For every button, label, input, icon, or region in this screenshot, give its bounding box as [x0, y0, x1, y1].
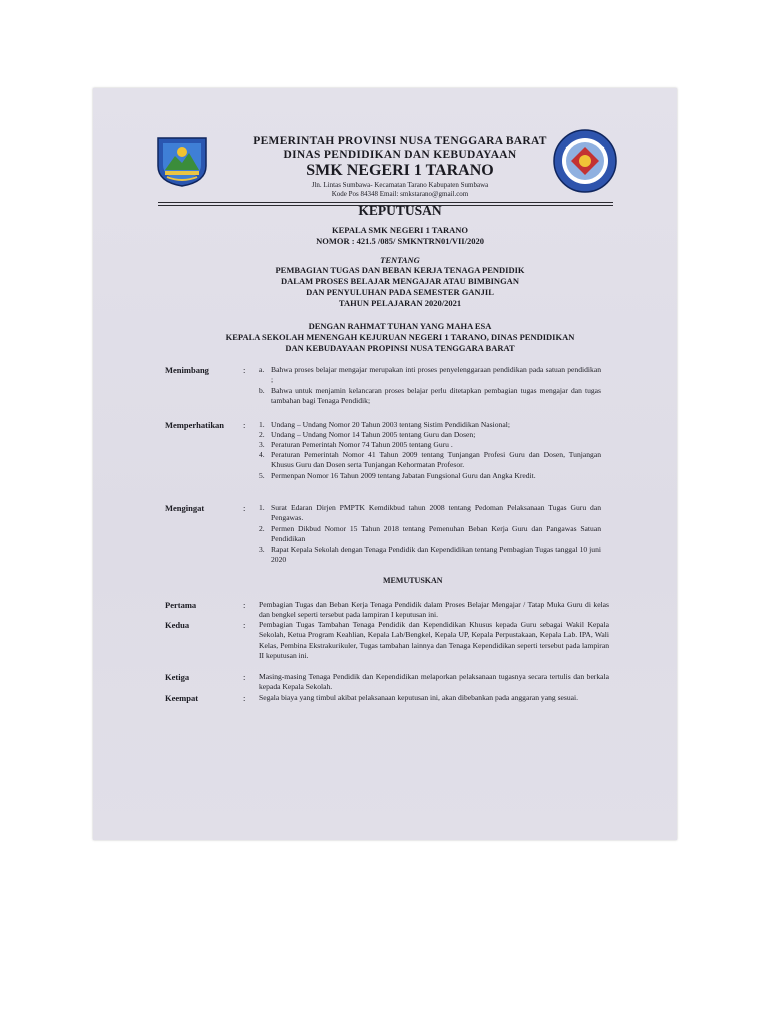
header-school-name: SMK NEGERI 1 TARANO — [306, 162, 494, 179]
item-marker: 3. — [259, 440, 265, 449]
decision-text: Pembagian Tugas Tambahan Tenaga Pendidik dan Kependidikan Khusus kepada Guru sebagai Wakil Kepala Sekolah, Ketua Program Keahlian, Kepala Lab/Bengkel, Kepala UP, Kepala Perpustakaan, Kepala Lab. IPA, Wali Kelas, Pembina Ekstrakurikuler, Tugas tambahan lainnya dan Tenaga Kependidikan seperti tersebut pada lampiran II keputusan ini. — [259, 620, 609, 660]
item-text: Bahwa untuk menjamin kelancaran proses belajar perlu ditetapkan pembagian tugas mengajar dan tugas tambahan bagi Tenaga Pendidik; — [271, 386, 601, 406]
item-text: Undang – Undang Nomor 20 Tahun 2003 tentang Sistim Pendidikan Nasional; — [271, 420, 510, 429]
item-marker: 4. — [259, 450, 265, 459]
item-marker: 1. — [259, 420, 265, 429]
item-marker: 2. — [259, 430, 265, 439]
item-text: Permen Dikbud Nomor 15 Tahun 2018 tentang Pemenuhan Beban Kerja Guru dan Pangawas Satuan Pendidikan — [271, 524, 601, 544]
header-department: DINAS PENDIDIKAN DAN KEBUDAYAAN — [283, 149, 517, 161]
decision-text: Masing-masing Tenaga Pendidik dan Kependidikan melaporkan pelaksanaan tugasnya secara tertulis dan berkala kepada Kepala Sekolah. — [259, 672, 609, 692]
item-text: Bahwa proses belajar mengajar merupakan inti proses penyelenggaraan pendidikan pada satuan pendidikan ; — [271, 365, 601, 385]
document-title: KEPUTUSAN — [358, 203, 442, 218]
preamble-line: KEPALA SEKOLAH MENENGAH KEJURUAN NEGERI 1 TARANO, DINAS PENDIDIKAN — [225, 332, 575, 342]
decision-colon: : — [243, 693, 246, 703]
item-marker: 5. — [259, 471, 265, 480]
tentang-label: TENTANG — [380, 255, 420, 265]
menimbang-label: Menimbang — [165, 365, 209, 375]
item-text: Rapat Kepala Sekolah dengan Tenaga Pendidik dan Kependidikan tentang Pembagian Tugas tanggal 10 juni 2020 — [271, 545, 601, 565]
subject-line: DALAM PROSES BELAJAR MENGAJAR ATAU BIMBINGAN — [281, 276, 519, 286]
decision-label: Kedua — [165, 620, 190, 630]
preamble-line: DAN KEBUDAYAAN PROPINSI NUSA TENGGARA BARAT — [285, 343, 515, 353]
item-marker: 1. — [259, 503, 265, 512]
preamble-line: DENGAN RAHMAT TUHAN YANG MAHA ESA — [308, 321, 492, 331]
item-text: Peraturan Pemerintah Nomor 74 Tahun 2005 tentang Guru . — [271, 440, 453, 449]
document-number: NOMOR : 421.5 /085/ SMKNTRN01/VII/2020 — [316, 236, 484, 246]
item-marker: a. — [259, 365, 265, 374]
item-text: Surat Edaran Dirjen PMPTK Kemdikbud tahun 2008 tentang Pedoman Pelaksanaan Tugas Guru dan Pengawas. — [271, 503, 601, 523]
item-marker: 2. — [259, 524, 265, 533]
issuer: KEPALA SMK NEGERI 1 TARANO — [331, 225, 469, 235]
decision-colon: : — [243, 672, 246, 682]
header-address: Jln. Lintas Sumbawa- Kecamatan Tarano Kabupaten Sumbawa — [311, 181, 489, 189]
memutuskan-heading: MEMUTUSKAN — [383, 576, 443, 585]
item-text: Permenpan Nomor 16 Tahun 2009 tentang Jabatan Fungsional Guru dan Angka Kredit. — [271, 471, 536, 480]
item-marker: b. — [259, 386, 265, 395]
subject-line: DAN PENYULUHAN PADA SEMESTER GANJIL — [306, 287, 494, 297]
header-contact: Kode Pos 84348 Email: smkstarano@gmail.com — [331, 190, 469, 198]
decision-label: Ketiga — [165, 672, 190, 682]
decision-text: Segala biaya yang timbul akibat pelaksanaan keputusan ini, akan dibebankan pada anggaran yang sesuai. — [259, 693, 579, 702]
mengingat-colon: : — [243, 503, 246, 513]
decision-text: Pembagian Tugas dan Beban Kerja Tenaga Pendidik dalam Proses Belajar Mengajar / Tatap Muka Guru di kelas dan bengkel seperti tersebut pada lampiran I keputusan ini. — [259, 600, 609, 620]
decision-label: Pertama — [165, 600, 197, 610]
decision-colon: : — [243, 620, 246, 630]
subject-line: TAHUN PELAJARAN 2020/2021 — [338, 298, 462, 308]
header-province: PEMERINTAH PROVINSI NUSA TENGGARA BARAT — [253, 135, 547, 147]
decision-colon: : — [243, 600, 246, 610]
scanned-page — [93, 88, 677, 840]
subject-line: PEMBAGIAN TUGAS DAN BEBAN KERJA TENAGA PENDIDIK — [275, 265, 525, 275]
item-text: Undang – Undang Nomor 14 Tahun 2005 tentang Guru dan Dosen; — [271, 430, 476, 439]
mengingat-label: Mengingat — [165, 503, 205, 513]
memperhatikan-label: Memperhatikan — [165, 420, 225, 430]
memperhatikan-colon: : — [243, 420, 246, 430]
item-text: Peraturan Pemerintah Nomor 41 Tahun 2009 tentang Tunjangan Profesi Guru dan Dosen, Tunjangan Khusus Guru dan Dosen serta Tunjangan Kehormatan Profesor. — [271, 450, 601, 470]
menimbang-colon: : — [243, 365, 246, 375]
item-marker: 3. — [259, 545, 265, 554]
decision-label: Keempat — [165, 693, 199, 703]
